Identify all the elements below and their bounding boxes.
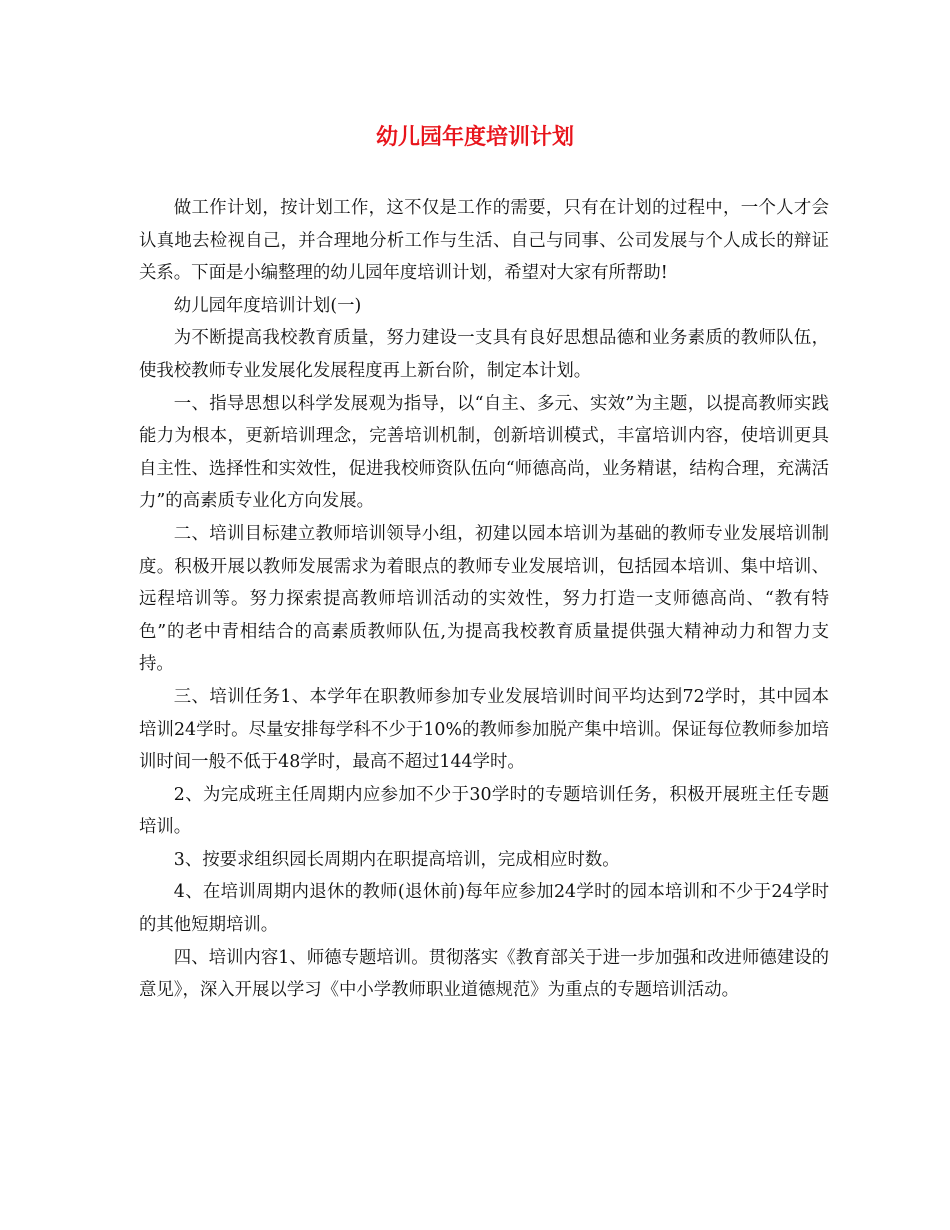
document-title: 幼儿园年度培训计划	[375, 124, 574, 150]
paragraph-task-2: 2、为完成班主任周期内应参加不少于30学时的专题培训任务，积极开展班主任专题培训。	[139, 784, 829, 838]
paragraph-plan-heading: 幼儿园年度培训计划(一)	[173, 295, 362, 316]
paragraph-training-content: 四、培训内容1、师德专题培训。贯彻落实《教育部关于进一步加强和改进师德建设的意见》，深入开展以学习《中小学教师职业道德规范》为重点的专题培训活动。	[139, 947, 829, 1001]
document-body	[139, 192, 829, 1007]
paragraph-training-goals: 二、培训目标建立教师培训领导小组，初建以园本培训为基础的教师专业发展培训制度。积极开展以教师发展需求为着眼点的教师专业发展培训，包括园本培训、集中培训、远程培训等。努力探索提高教师培训活动的实效性，努力打造一支师德高尚、“教有特色”的老中青相结合的高素质教师队伍,为提高我校教育质量提供强大精神动力和智力支持。	[139, 523, 829, 675]
paragraph-training-tasks: 三、培训任务1、本学年在职教师参加专业发展培训时间平均达到72学时，其中园本培训24学时。尽量安排每学科不少于10%的教师参加脱产集中培训。保证每位教师参加培训时间一般不低于48学时，最高不超过144学时。	[139, 686, 829, 773]
paragraph-task-3: 3、按要求组织园长周期内在职提高培训，完成相应时数。	[173, 849, 620, 870]
paragraph-task-4: 4、在培训周期内退休的教师(退休前)每年应参加24学时的园本培训和不少于24学时的其他短期培训。	[139, 882, 829, 936]
paragraph-purpose: 为不断提高我校教育质量，努力建设一支具有良好思想品德和业务素质的教师队伍，使我校教师专业发展化发展程度再上新台阶，制定本计划。	[139, 328, 829, 381]
paragraph-intro: 做工作计划，按计划工作，这不仅是工作的需要，只有在计划的过程中，一个人才会认真地去检视自己，并合理地分析工作与生活、自己与同事、公司发展与个人成长的辩证关系。下面是小编整理的幼儿园年度培训计划，希望对大家有所帮助!	[139, 198, 829, 284]
paragraph-guiding-ideology: 一、指导思想以科学发展观为指导，以“自主、多元、实效”为主题，以提高教师实践能力为根本，更新培训理念，完善培训机制，创新培训模式，丰富培训内容，使培训更具自主性、选择性和实效性，促进我校师资队伍向“师德高尚，业务精谌，结构合理，充满活力”的高素质专业化方向发展。	[139, 393, 829, 512]
